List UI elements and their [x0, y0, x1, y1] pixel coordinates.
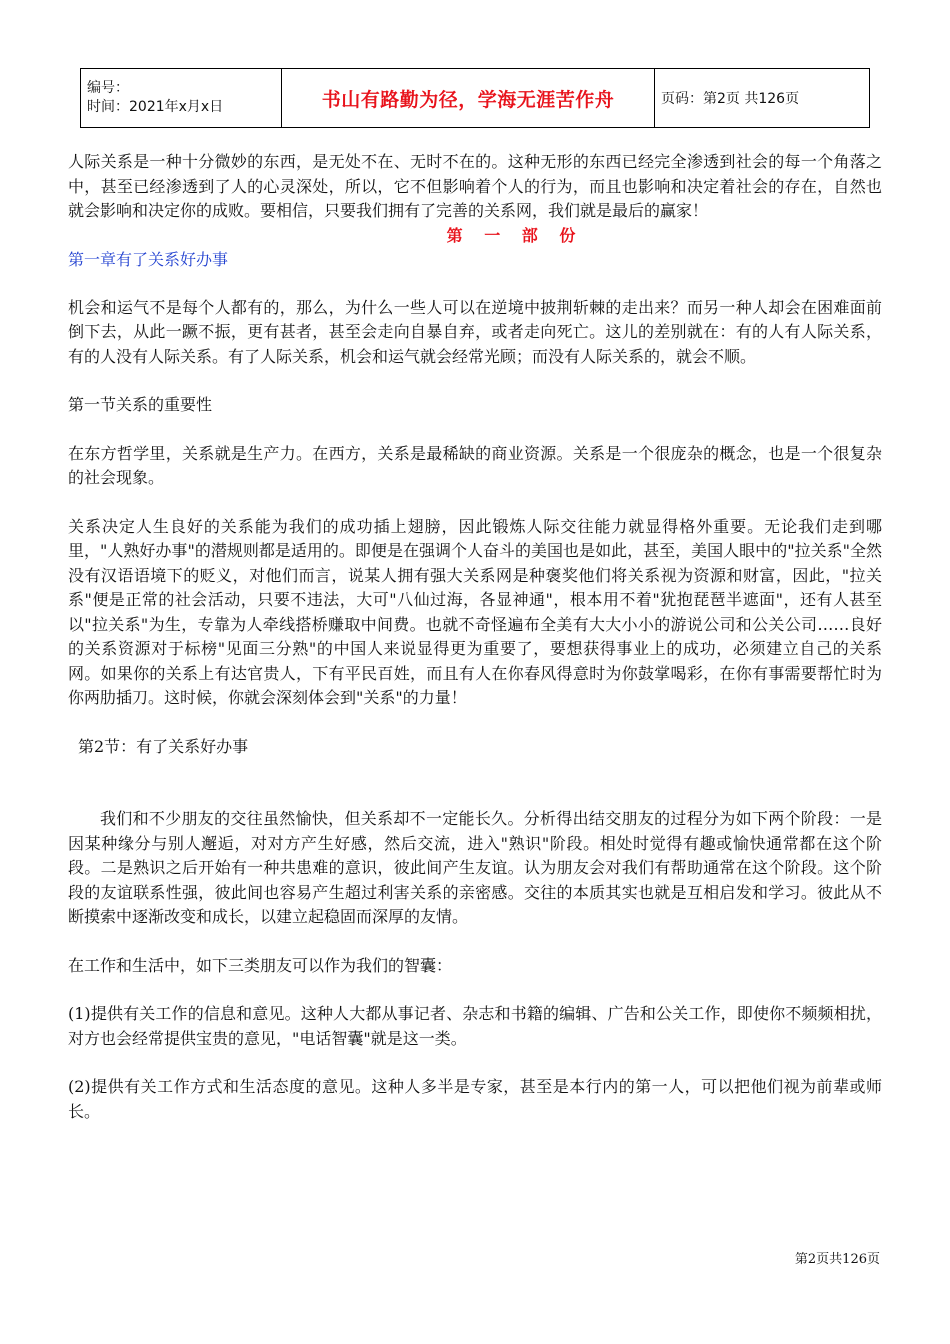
footer-page-number: 第2页共126页	[794, 1252, 880, 1267]
east-paragraph: 在东方哲学里，关系就是生产力。在西方，关系是最稀缺的商业资源。关系是一个很庞杂的概念，也是一个很复杂的社会现象。	[68, 443, 882, 487]
header-page-label: 页码：第2页 共126页	[655, 69, 870, 128]
document-body	[68, 150, 882, 1124]
three-types-paragraph: 在工作和生活中，如下三类朋友可以作为我们的智囊：	[68, 955, 453, 975]
chapter-title: 第一章有了关系好办事	[68, 249, 229, 269]
header-motto: 书山有路勤为径，学海无涯苦作舟	[282, 69, 655, 128]
section1-title: 第一节关系的重要性	[68, 395, 213, 414]
list-item-1: (1)提供有关工作的信息和意见。这种人大都从事记者、杂志和书籍的编辑、广告和公关工作，即使你不频频相扰，对方也会经常提供宝贵的意见，"电话智囊"就是这一类。	[68, 1004, 882, 1048]
friends-paragraph: 我们和不少朋友的交往虽然愉快，但关系却不一定能长久。分析得出结交朋友的过程分为如下两个阶段：一是因某种缘分与别人邂逅，对对方产生好感，然后交流，进入"熟识"阶段。相处时觉得有趣或愉快通常都在这个阶段。二是熟识之后开始有一种共患难的意识，彼此间产生友谊。认为朋友会对我们有帮助通常在这个阶段。这个阶段的友谊联系性强，彼此间也容易产生超过利害关系的亲密感。交往的本质其实也就是互相启发和学习。彼此从不断摸索中逐渐改变和成长，以建立起稳固而深厚的友情。	[68, 809, 882, 926]
number-label: 编号：	[87, 80, 129, 96]
decide-paragraph: 关系决定人生良好的关系能为我们的成功插上翅膀，因此锻炼人际交往能力就显得格外重要。无论我们走到哪里，"人熟好办事"的潜规则都是适用的。即便是在强调个人奋斗的美国也是如此，甚至，美国人眼中的"拉关系"全然没有汉语语境下的贬义，对他们而言，说某人拥有强大关系网是种褒奖他们将关系视为资源和财富，因此，"拉关系"便是正常的社会活动，只要不违法，大可"八仙过海，各显神通"，根本用不着"犹抱琵琶半遮面"，还有人甚至以"拉关系"为生，专靠为人牵线搭桥赚取中间费。也就不奇怪遍布全美有大大小小的游说公司和公关公司……良好的关系资源对于标榜"见面三分熟"的中国人来说显得更为重要了，要想获得事业上的成功，必须建立自己的关系网。如果你的关系上有达官贵人，下有平民百姓，而且有人在你春风得意时为你鼓掌喝彩，在你有事需要帮忙时为你两肋插刀。这时候，你就会深刻体会到"关系"的力量！	[68, 516, 882, 707]
intro-paragraph: 人际关系是一种十分微妙的东西，是无处不在、无时不在的。这种无形的东西已经完全渗透到社会的每一个角落之中，甚至已经渗透到了人的心灵深处，所以，它不但影响着个人的行为，而且也影响和决定着社会的存在，自然也就会影响和决定你的成败。要相信，只要我们拥有了完善的关系网，我们就是最后的赢家！	[68, 152, 882, 220]
header-meta-cell	[81, 69, 282, 128]
part-title: 第 一 部 份	[446, 225, 584, 245]
section2-title: 第2节：有了关系好办事	[78, 736, 249, 756]
time-label: 时间：2021年x月x日	[87, 99, 224, 115]
header-table	[80, 68, 870, 128]
list-item-2: (2)提供有关工作方式和生活态度的意见。这种人多半是专家，甚至是本行内的第一人，可以把他们视为前辈或师长。	[68, 1077, 882, 1121]
chance-paragraph: 机会和运气不是每个人都有的，那么，为什么一些人可以在逆境中披荆斩棘的走出来？而另一种人却会在困难面前倒下去，从此一蹶不振，更有甚者，甚至会走向自暴自弃，或者走向死亡。这儿的差别就在：有的人有人际关系，有的人没有人际关系。有了人际关系，机会和运气就会经常光顾；而没有人际关系的，就会不顺。	[68, 297, 882, 366]
